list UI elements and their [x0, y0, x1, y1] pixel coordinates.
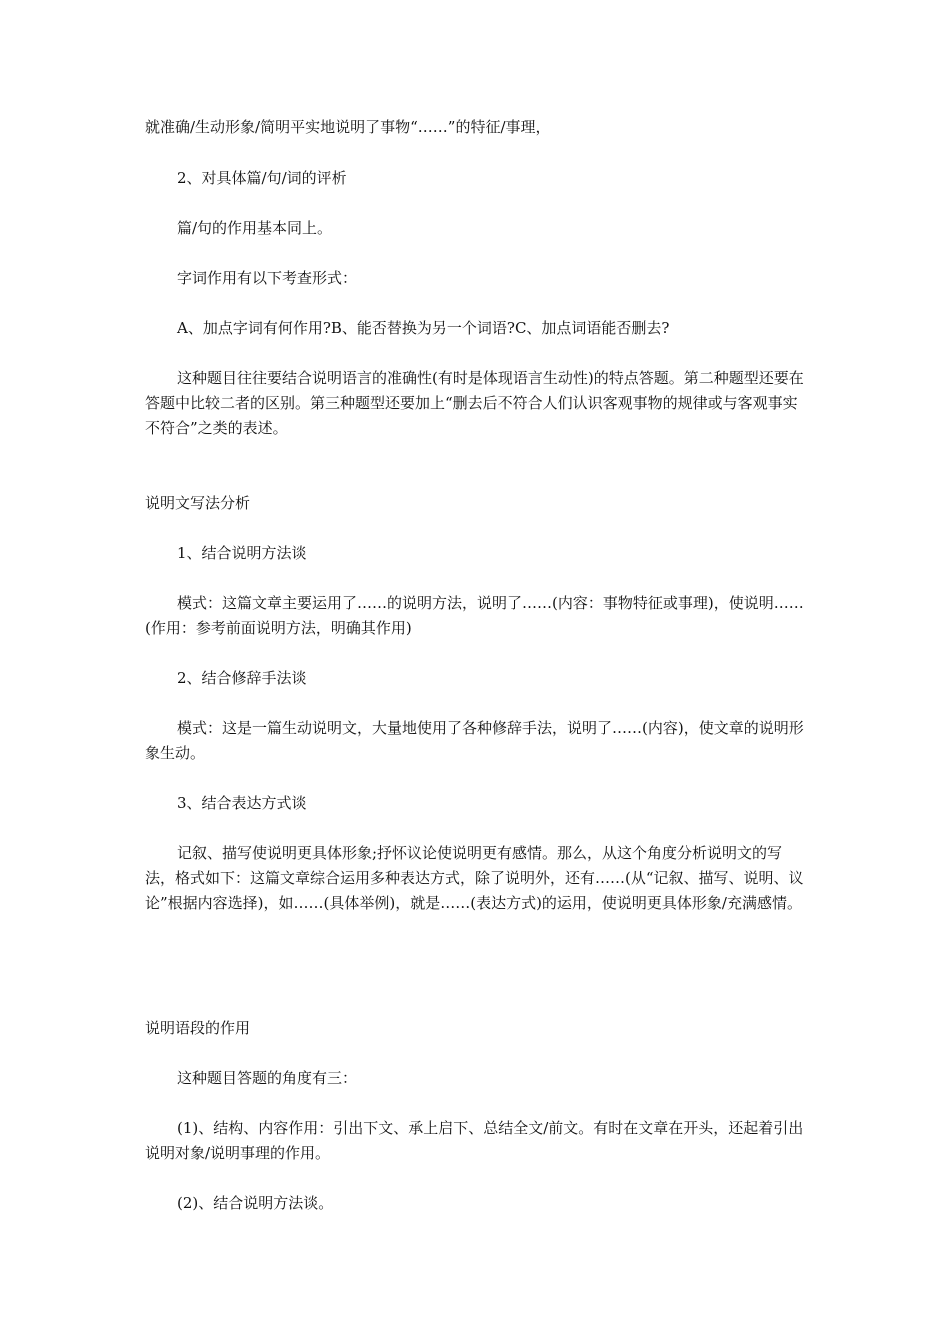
subheading-rhetoric: 2、结合修辞手法谈: [177, 669, 307, 687]
paragraph-expression-template: 记叙、描写使说明更具体形象;抒怀议论使说明更有感情。那么，从这个角度分析说明文的写法，格式如下：这篇文章综合运用多种表达方式，除了说明外，还有……(从“记叙、描写、说明、议论”根据内容选择)，如……(具体举例)，就是……(表达方式)的运用，使说明更具体形象/充满感情。: [145, 844, 804, 912]
section-heading-paragraph-role: 说明语段的作用: [145, 1019, 251, 1037]
paragraph-sentence-role: 篇/句的作用基本同上。: [177, 219, 333, 237]
paragraph-continuation: 就准确/生动形象/简明平实地说明了事物“……”的特征/事理，: [145, 118, 551, 136]
subheading-word-analysis: 2、对具体篇/句/词的评析: [177, 169, 347, 187]
paragraph-structure-role: (1)、结构、内容作用：引出下文、承上启下、总结全文/前文。有时在文章在开头，还起着引出说明对象/说明事理的作用。: [145, 1119, 804, 1162]
paragraph-rhetoric-template: 模式：这是一篇生动说明文，大量地使用了各种修辞手法，说明了……(内容)，使文章的说明形象生动。: [145, 719, 804, 762]
subheading-method: 1、结合说明方法谈: [177, 544, 307, 562]
section-heading-writing-analysis: 说明文写法分析: [145, 494, 251, 512]
paragraph-three-angles: 这种题目答题的角度有三：: [177, 1069, 358, 1087]
subheading-expression: 3、结合表达方式谈: [177, 794, 307, 812]
paragraph-question-types: A、加点字词有何作用?B、能否替换为另一个词语?C、加点词语能否删去?: [177, 319, 670, 337]
paragraph-answer-guidance: 这种题目往往要结合说明语言的准确性(有时是体现语言生动性)的特点答题。第二种题型还要在答题中比较二者的区别。第三种题型还要加上“删去后不符合人们认识客观事物的规律或与客观事实不符合”之类的表述。: [145, 369, 804, 437]
paragraph-method-angle: (2)、结合说明方法谈。: [177, 1194, 334, 1212]
paragraph-method-template: 模式：这篇文章主要运用了……的说明方法，说明了……(内容：事物特征或事理)，使说明……(作用：参考前面说明方法，明确其作用): [145, 594, 804, 637]
paragraph-word-forms: 字词作用有以下考查形式：: [177, 269, 358, 287]
